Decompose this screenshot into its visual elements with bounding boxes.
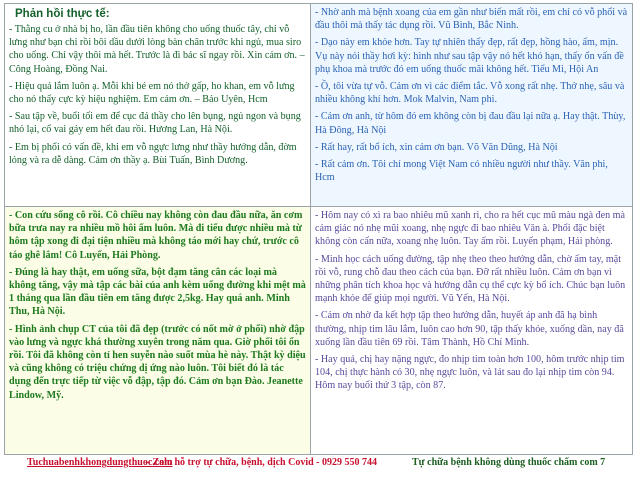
testimonial: - Sau tập về, buổi tối em để cục đá thầy cho lên bụng, ngủ ngon và bụng nhỏ lại, cổ vai gáy em hết đau rồi. Hương Lan, Hà Nội. <box>9 111 301 136</box>
testimonial: - Đúng là hay thật, em uống sữa, bột đạm tăng cân các loại mà không tăng, vậy mà tập các bài của anh kèm uống đường khi mệt mà 1 tháng qua lần đầu tiên em tăng được 2,5kg. Hay quá anh. Minh Thu, Hà Nội. <box>9 266 306 318</box>
feedback-cell-bottom-left <box>5 207 311 454</box>
testimonial: - Cảm ơn anh, từ hôm đó em không còn bị đau đầu lại nữa ạ. Hay thật. Thùy, Hà Đông, Hà Nội <box>315 111 626 136</box>
testimonial: - Hình ảnh chụp CT của tôi đã đẹp (trước có nốt mờ ở phổi) nhờ đập vào lưng và ngực khá thường xuyên trong năm qua. Giờ phổi tôi ổn rồi. Tôi đã không còn tỉ hen suyễn nào suốt mùa hè này. Thật kỳ diệu và cũng không có triệu chứng dị ứng nào luôn. Tôi biết đó là tác dụng đến trực tiếp từ việc vỗ đập, tập đó. Cảm ơn bạn Đào. Jeanette Lindow, Mỹ. <box>9 323 306 401</box>
feedback-cell-bottom-right <box>311 207 632 454</box>
feedback-cell-top-left <box>5 4 311 207</box>
page-footer <box>0 455 639 471</box>
testimonial: - Hôm nay có xì ra bao nhiêu mũ xanh rì, cho ra hết cục mũ màu ngà đen mà cảm giác nó nhẹ mũi xoang, nhẹ ngực đi bao nhiêu Văn à. Phổi đặc biệt không còn cấn nữa, xoang nhẹ luôn. Tay ấm rồi. Luyến phạm, Hải phòng. <box>315 210 626 248</box>
testimonial: - Con cứu sống cô rồi. Cô chiều nay không còn đau đầu nữa, ăn cơm bữa trưa nay ra nhiều mồ hôi ấm luôn. Mà đi tiểu được nhiều mà từ hôm tập xong đi đại tiện nhiều mà không táo mới hay chứ, trước cô táo ghê lắm! Cô Luyến, Hải Phòng. <box>9 210 303 261</box>
testimonial: - Rất hay, rất bổ ích, xin cảm ơn bạn. Võ Văn Dũng, Hà Nội <box>315 141 558 153</box>
section-heading: Phản hồi thực tế: <box>15 8 110 20</box>
page-number-label: Tự chữa bệnh không dùng thuốc chấm com 7 <box>412 457 606 468</box>
feedback-cell-top-right <box>311 4 632 207</box>
website-link[interactable]: Tuchuabenhkhongdungthuoc.com <box>27 457 173 468</box>
testimonial: - Cảm ơn nhờ đa kết hợp tập theo hướng dẫn, huyết áp anh đã hạ bình thường, nhịp tim lâu lắm, luôn cao hơn 90, tập thấy khỏe, xuống dần, nay đã xuống lần đầu tiên 69 rồi. Tâm Thành, Hồ Chí Minh. <box>315 310 624 348</box>
testimonial: - Ồ, tôi vừa tự vỗ. Cảm ơn vì các điểm tắc. Vỗ xong rất nhẹ. Thở nhẹ, sâu và nhiều không khí hơn. Mok Malvin, Nam phi. <box>315 81 625 106</box>
testimonial: - Rất cảm ơn. Tôi chỉ mong Việt Nam có nhiều người như thầy. Văn phi, Hcm <box>315 159 608 184</box>
feedback-table <box>4 3 633 455</box>
testimonial: - Dạo này em khỏe hơn. Tay tự nhiên thấy đẹp, rất đẹp, hồng hào, ấm, mịn. Vụ này nói thầy hơi kỳ: hình như sau tập vậy nó hết khó hạn, thấy ổn vấn đề phụ khoa mà trước đó em uống thuốc mãi không hết. Tiểu Mi, Hội An <box>315 37 624 75</box>
testimonial: - Hiệu quả lắm luôn ạ. Mỗi khi bé em nó thở gấp, ho khan, em vỗ lưng cho nó thấy cực kỳ hiệu nghiệm. Em cảm ơn. – Bảo Uyên, Hcm <box>9 80 295 106</box>
testimonial: - Em bị phổi có vấn đề, khi em vỗ ngực lưng như thầy hướng dẫn, đờm lỏng và ra dễ dàng. Cảm ơn thầy ạ. Bùi Tuấn, Bình Dương. <box>9 141 297 166</box>
testimonial: - Nhờ anh mà bệnh xoang của em gần như biến mất rồi, em chỉ có vỗ phổi và đầu thôi mà thấy tác dụng rồi. Vũ Bình, Bắc Ninh. <box>315 7 628 32</box>
testimonial: - Thằng cu ở nhà bị ho, lần đầu tiên không cho uống thuốc tây, chỉ vỗ lưng như bạn chỉ rồi bôi dầu dưới lòng bàn chân trước khi ngủ, mua siro cho uống. Chỉ vậy thôi mà hết. Trước là đi bác sĩ ngay rồi. Xin cảm ơn. – Công Hoàng, Đồng Nai. <box>9 24 305 75</box>
testimonial: - Minh học cách uống đường, tập nhẹ theo theo hướng dẫn, chờ ấm tay, mặt rồi vỗ, rung chỗ đau theo cách của bạn. Đỡ rất nhiều luôn. Cảm ơn bạn vì những phân tích khoa học và hướng dẫn cụ thể cực kỳ bổ ích. Chúc bạn luôn mạnh khỏe để giúp mọi người. Vũ Yến, Hà Nội. <box>315 253 626 305</box>
zalo-contact: – Zalo hỗ trợ tự chữa, bệnh, dịch Covid - 0929 550 744 <box>145 457 378 468</box>
testimonial: - Hay quá, chị hay nặng ngực, đo nhịp tim toàn hơn 100, hôm trước nhịp tim 104, chị thực hành có 30, nhẹ ngực luôn, và lát sau đo lại nhịp tim còn 94. Hôm nay buổi thứ 3 tập, còn 87. <box>315 354 625 392</box>
